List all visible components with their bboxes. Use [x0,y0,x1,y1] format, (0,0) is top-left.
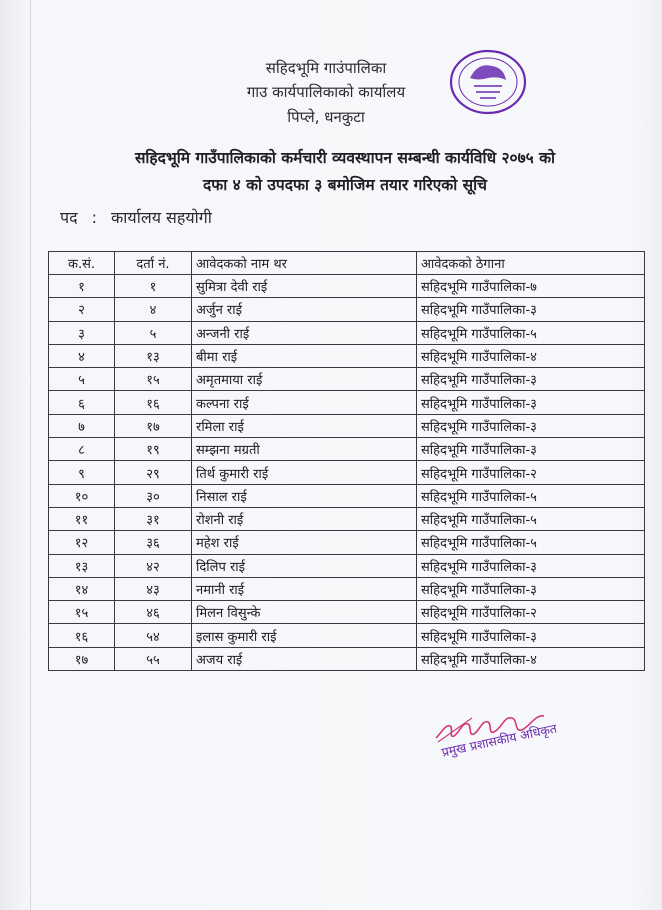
cell-applicant-address: सहिदभूमि गाउँपालिका-७ [417,275,645,298]
document-title-line-1: सहिदभूमि गाउँपालिकाको कर्मचारी व्यवस्थापन सम्बन्धी कार्यविधि २०७५ को [134,149,556,167]
cell-registration-no: १६ [115,391,192,414]
cell-applicant-address: सहिदभूमि गाउँपालिका-३ [417,368,645,391]
cell-applicant-name: अजय राई [192,647,417,670]
applicant-table [48,251,645,671]
cell-registration-no: ४२ [115,554,192,577]
cell-registration-no: ५५ [115,647,192,670]
cell-serial: १ [49,275,115,298]
cell-applicant-name: कल्पना राई [192,391,417,414]
cell-applicant-address: सहिदभूमि गाउँपालिका-५ [417,484,645,507]
cell-serial: ४ [49,344,115,367]
cell-registration-no: ५४ [115,624,192,647]
cell-applicant-name: सम्झना मग्रती [192,438,417,461]
table-row [49,298,645,321]
post-separator: : [91,208,97,227]
page-edge-line [30,0,31,910]
cell-applicant-name: अर्जुन राई [192,298,417,321]
cell-serial: ७ [49,414,115,437]
cell-serial: ५ [49,368,115,391]
cell-registration-no: ५ [115,321,192,344]
cell-serial: १० [49,484,115,507]
cell-serial: २ [49,298,115,321]
cell-applicant-name: अन्जनी राई [192,321,417,344]
cell-applicant-address: सहिदभूमि गाउँपालिका-५ [417,507,645,530]
official-seal-icon [448,48,528,116]
document-title-line-2: दफा ४ को उपदफा ३ बमोजिम तयार गरिएको सूचि [203,176,487,194]
post-line [60,206,226,228]
cell-serial: १३ [49,554,115,577]
table-header-row [49,252,645,275]
header-applicant-name: आवेदकको नाम थर [192,252,417,275]
cell-applicant-name: अमृतमाया राई [192,368,417,391]
cell-applicant-address: सहिदभूमि गाउँपालिका-३ [417,391,645,414]
office-name: सहिदभूमि गाउंपालिका [265,59,387,77]
cell-serial: १५ [49,601,115,624]
post-label: पद [60,208,78,227]
cell-applicant-name: महेश राई [192,531,417,554]
cell-registration-no: ३० [115,484,192,507]
cell-applicant-name: रमिला राई [192,414,417,437]
header-serial: क.सं. [49,252,115,275]
table-row [49,531,645,554]
cell-registration-no: १ [115,275,192,298]
cell-applicant-address: सहिदभूमि गाउँपालिका-३ [417,298,645,321]
header-applicant-address: आवेदकको ठेगाना [417,252,645,275]
table-row [49,647,645,670]
cell-applicant-address: सहिदभूमि गाउँपालिका-४ [417,647,645,670]
cell-applicant-name: निसाल राई [192,484,417,507]
table-row [49,507,645,530]
cell-serial: ८ [49,438,115,461]
cell-registration-no: २९ [115,461,192,484]
table-row [49,414,645,437]
cell-applicant-name: रोशनी राई [192,507,417,530]
table-body [49,275,645,671]
table-row [49,368,645,391]
cell-serial: १७ [49,647,115,670]
post-value: कार्यालय सहयोगी [110,208,212,227]
cell-registration-no: ४३ [115,577,192,600]
office-subtitle: गाउ कार्यपालिकाको कार्यालय [246,83,406,101]
table-row [49,624,645,647]
cell-registration-no: १७ [115,414,192,437]
header-registration-no: दर्ता नं. [115,252,192,275]
cell-registration-no: १५ [115,368,192,391]
cell-applicant-name: नमानी राई [192,577,417,600]
table-row [49,554,645,577]
cell-applicant-name: इलास कुमारी राई [192,624,417,647]
table-row [49,438,645,461]
office-address: पिप्ले, धनकुटा [287,108,365,126]
cell-applicant-address: सहिदभूमि गाउँपालिका-३ [417,438,645,461]
cell-applicant-address: सहिदभूमि गाउँपालिका-२ [417,601,645,624]
cell-applicant-address: सहिदभूमि गाउँपालिका-५ [417,531,645,554]
cell-applicant-address: सहिदभूमि गाउँपालिका-४ [417,344,645,367]
table-row [49,461,645,484]
cell-applicant-name: तिर्थ कुमारी राई [192,461,417,484]
cell-registration-no: १३ [115,344,192,367]
table-row [49,391,645,414]
cell-serial: ३ [49,321,115,344]
cell-registration-no: ४ [115,298,192,321]
cell-applicant-name: सुमित्रा देवी राई [192,275,417,298]
cell-applicant-address: सहिदभूमि गाउँपालिका-५ [417,321,645,344]
table-row [49,344,645,367]
table-row [49,275,645,298]
cell-applicant-address: सहिदभूमि गाउँपालिका-३ [417,624,645,647]
table-row [49,484,645,507]
signatory-title: प्रमुख प्रशासकीय अधिकृत [440,720,559,760]
cell-applicant-name: दिलिप राई [192,554,417,577]
cell-registration-no: १९ [115,438,192,461]
cell-serial: ६ [49,391,115,414]
cell-registration-no: ४६ [115,601,192,624]
cell-serial: ११ [49,507,115,530]
cell-applicant-address: सहिदभूमि गाउँपालिका-३ [417,414,645,437]
cell-serial: १६ [49,624,115,647]
table-row [49,321,645,344]
table-row [49,577,645,600]
cell-serial: १४ [49,577,115,600]
cell-serial: १२ [49,531,115,554]
cell-applicant-address: सहिदभूमि गाउँपालिका-२ [417,461,645,484]
cell-registration-no: ३६ [115,531,192,554]
cell-applicant-name: बीमा राई [192,344,417,367]
cell-serial: ९ [49,461,115,484]
cell-applicant-address: सहिदभूमि गाउँपालिका-३ [417,554,645,577]
cell-registration-no: ३१ [115,507,192,530]
cell-applicant-name: मिलन विसुन्के [192,601,417,624]
cell-applicant-address: सहिदभूमि गाउँपालिका-३ [417,577,645,600]
table-row [49,601,645,624]
